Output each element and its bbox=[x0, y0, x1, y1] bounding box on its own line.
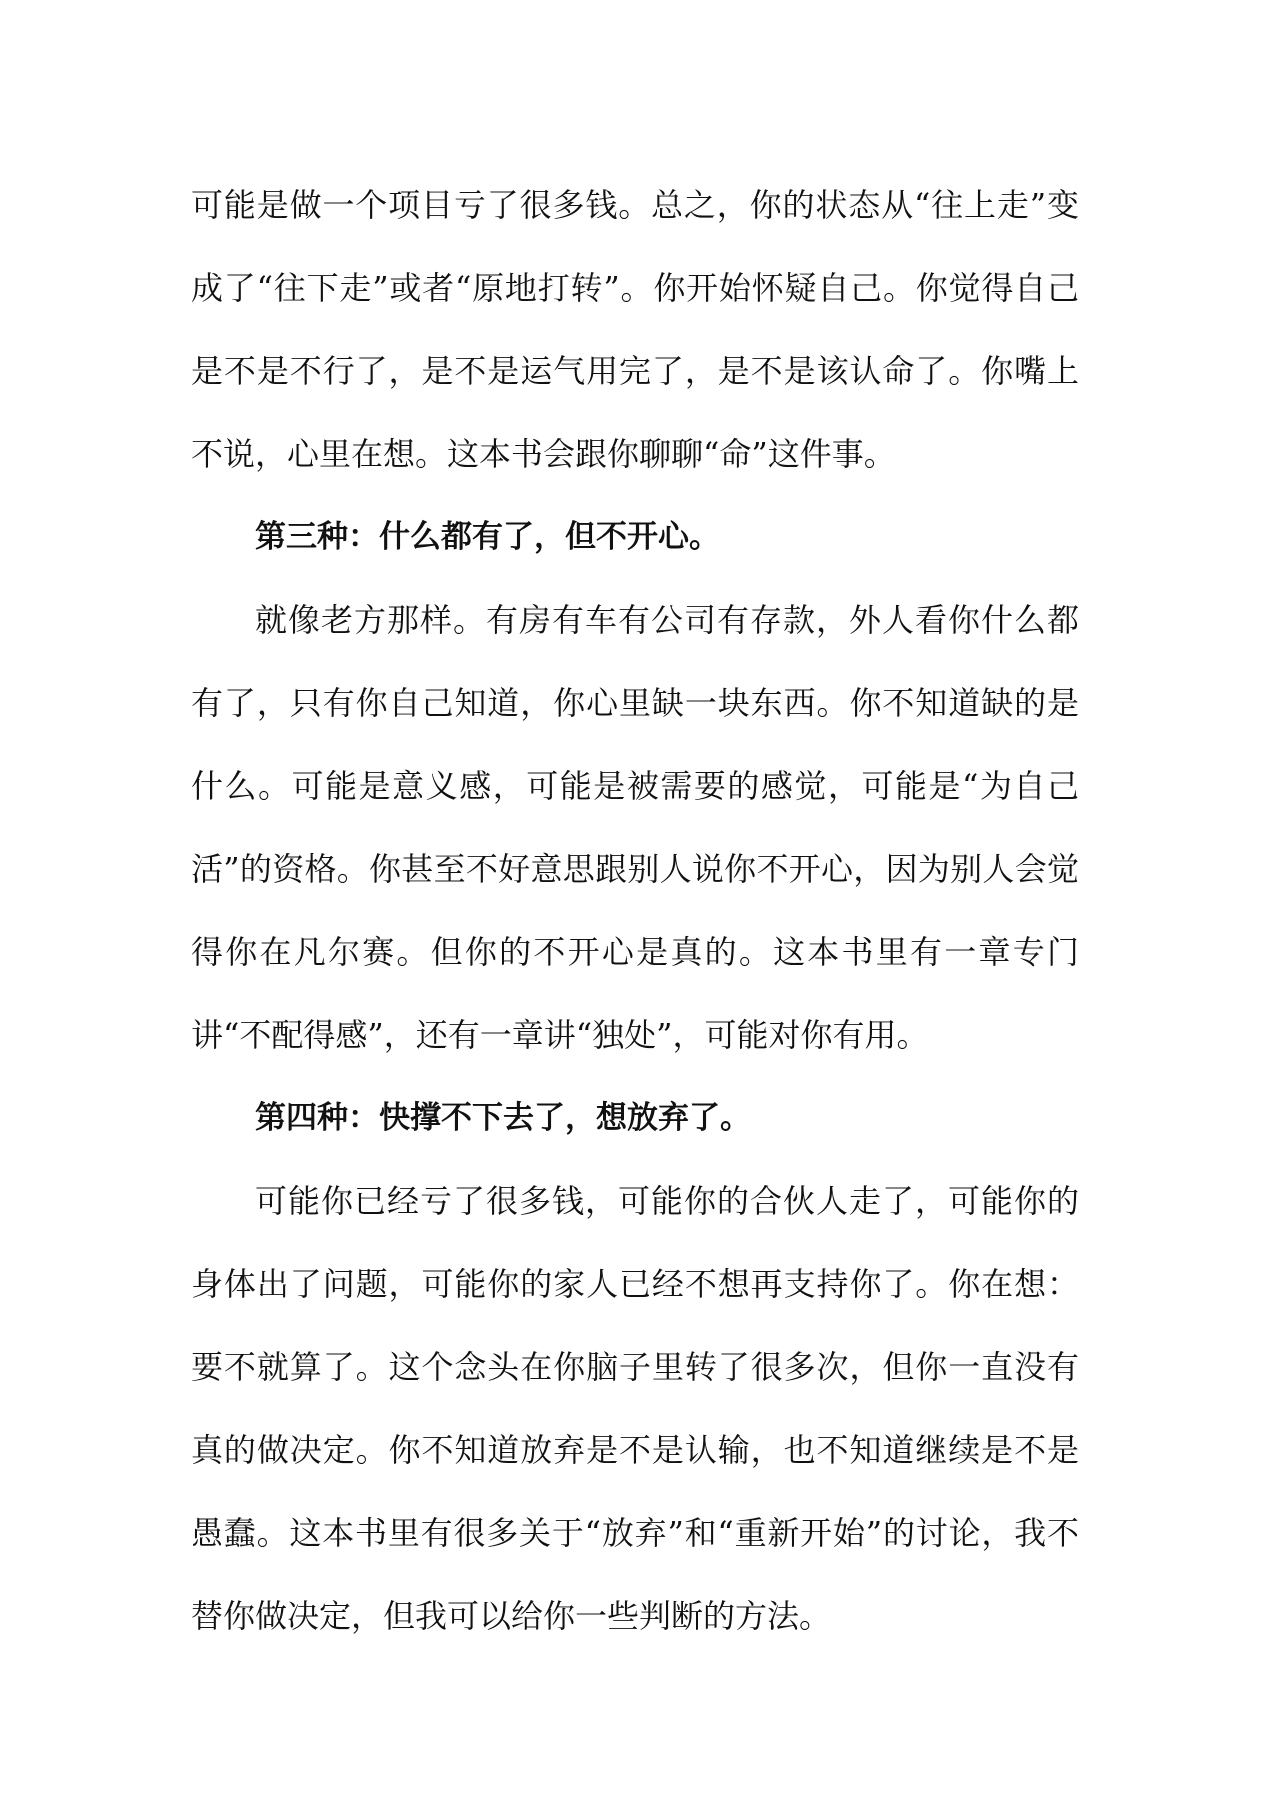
page-body bbox=[191, 164, 1079, 1658]
paragraph-continued: 可能是做一个项目亏了很多钱。总之，你的状态从“往上走”变成了“往下走”或者“原地打转”。你开始怀疑自己。你觉得自己是不是不行了，是不是运气用完了，是不是该认命了。你嘴上不说，心里在想。这本书会跟你聊聊“命”这件事。 bbox=[191, 186, 1079, 473]
section-heading-third: 第三种：什么都有了，但不开心。 bbox=[255, 519, 720, 555]
paragraph-fourth-type: 可能你已经亏了很多钱，可能你的合伙人走了，可能你的身体出了问题，可能你的家人已经不想再支持你了。你在想：要不就算了。这个念头在你脑子里转了很多次，但你一直没有真的做决定。你不知道放弃是不是认输，也不知道继续是不是愚蠢。这本书里有很多关于“放弃”和“重新开始”的讨论，我不替你做决定，但我可以给你一些判断的方法。 bbox=[191, 1182, 1079, 1635]
section-heading-fourth: 第四种：快撑不下去了，想放弃了。 bbox=[255, 1100, 751, 1136]
paragraph-third-type: 就像老方那样。有房有车有公司有存款，外人看你什么都有了，只有你自己知道，你心里缺一块东西。你不知道缺的是什么。可能是意义感，可能是被需要的感觉，可能是“为自己活”的资格。你甚至不好意思跟别人说你不开心，因为别人会觉得你在凡尔赛。但你的不开心是真的。这本书里有一章专门讲“不配得感”，还有一章讲“独处”，可能对你有用。 bbox=[191, 601, 1079, 1054]
